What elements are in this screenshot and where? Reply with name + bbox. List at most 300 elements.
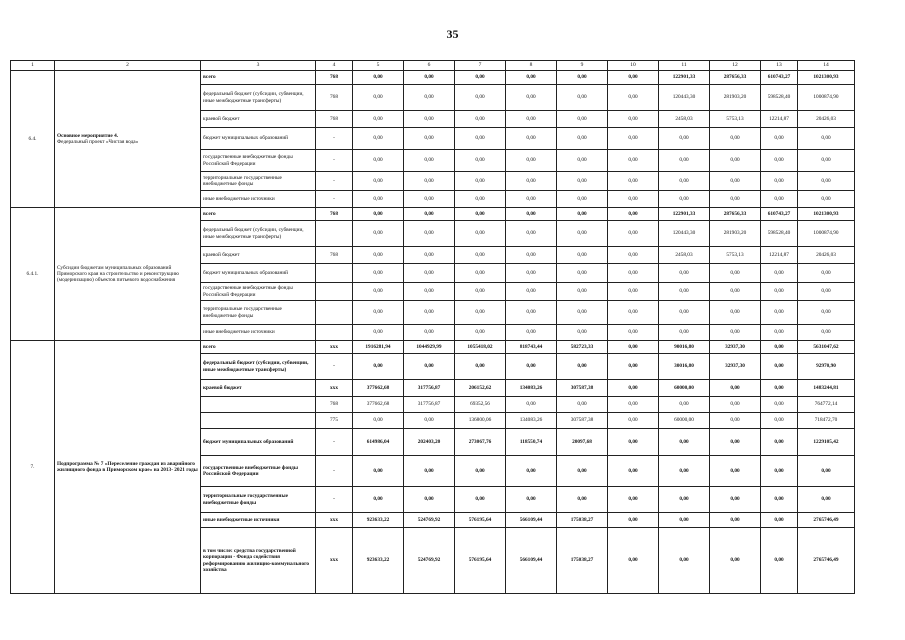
- amount-cell: 0,00: [404, 325, 455, 341]
- amount-cell: 120443,30: [659, 85, 710, 111]
- amount-cell: 30016,80: [659, 354, 710, 380]
- budget-code: -: [316, 429, 353, 456]
- funding-source: территориальные государственные внебюджетные фонды: [201, 301, 316, 325]
- table-body: [11, 71, 855, 594]
- amount-cell: 0,00: [557, 208, 608, 221]
- amount-cell: 0,00: [557, 456, 608, 487]
- amount-cell: 0,00: [353, 283, 404, 301]
- amount-cell: 0,00: [455, 172, 506, 191]
- budget-code: -: [316, 456, 353, 487]
- amount-cell: 0,00: [608, 191, 659, 208]
- budget-code: -: [316, 487, 353, 513]
- amount-cell: 0,00: [404, 172, 455, 191]
- amount-cell: 0,00: [710, 172, 761, 191]
- amount-cell: 0,00: [710, 429, 761, 456]
- amount-cell: 0,00: [557, 221, 608, 247]
- amount-cell: 0,00: [506, 456, 557, 487]
- budget-code: xxx: [316, 513, 353, 528]
- amount-cell: 0,00: [798, 150, 855, 172]
- amount-cell: 598528,40: [761, 221, 798, 247]
- amount-cell: 2765746,49: [798, 513, 855, 528]
- amount-cell: 0,00: [608, 208, 659, 221]
- funding-source: федеральный бюджет (субсидии, субвенции, иные межбюджетные трансферты): [201, 354, 316, 380]
- amount-cell: 0,00: [455, 325, 506, 341]
- item-title-rest: Федеральный проект «Чистая вода»: [57, 139, 139, 145]
- amount-cell: 0,00: [608, 111, 659, 128]
- amount-cell: 0,00: [798, 172, 855, 191]
- amount-cell: 0,00: [659, 128, 710, 150]
- amount-cell: 60000,00: [659, 380, 710, 397]
- amount-cell: 0,00: [761, 456, 798, 487]
- amount-cell: 281903,20: [710, 221, 761, 247]
- amount-cell: 0,00: [353, 354, 404, 380]
- amount-cell: 0,00: [761, 283, 798, 301]
- amount-cell: 0,00: [557, 283, 608, 301]
- amount-cell: 60000,00: [659, 413, 710, 429]
- amount-cell: 0,00: [404, 413, 455, 429]
- amount-cell: 0,00: [353, 128, 404, 150]
- page-number: 35: [446, 27, 459, 41]
- amount-cell: 0,00: [404, 150, 455, 172]
- amount-cell: 576195,64: [455, 513, 506, 528]
- item-title: [55, 71, 201, 208]
- amount-cell: 0,00: [455, 301, 506, 325]
- budget-code: [316, 325, 353, 341]
- amount-cell: 0,00: [608, 456, 659, 487]
- amount-cell: 0,00: [353, 247, 404, 264]
- column-number-header: 6: [404, 61, 455, 71]
- amount-cell: 2458,03: [659, 247, 710, 264]
- amount-cell: 610743,27: [761, 208, 798, 221]
- amount-cell: 281903,20: [710, 85, 761, 111]
- amount-cell: 0,00: [710, 487, 761, 513]
- amount-cell: 0,00: [659, 528, 710, 594]
- amount-cell: 0,00: [761, 354, 798, 380]
- amount-cell: 0,00: [557, 150, 608, 172]
- amount-cell: 136800,06: [455, 413, 506, 429]
- amount-cell: 2458,03: [659, 111, 710, 128]
- amount-cell: 598528,40: [761, 85, 798, 111]
- amount-cell: 0,00: [404, 264, 455, 283]
- amount-cell: 0,00: [659, 283, 710, 301]
- amount-cell: 0,00: [659, 150, 710, 172]
- amount-cell: 524769,92: [404, 513, 455, 528]
- amount-cell: 566109,44: [506, 513, 557, 528]
- amount-cell: 0,00: [455, 85, 506, 111]
- amount-cell: 0,00: [404, 301, 455, 325]
- amount-cell: 20097,68: [557, 429, 608, 456]
- funding-source: бюджет муниципальных образований: [201, 264, 316, 283]
- amount-cell: 0,00: [557, 264, 608, 283]
- amount-cell: 0,00: [608, 301, 659, 325]
- funding-source: [201, 413, 316, 429]
- column-number-header: 5: [353, 61, 404, 71]
- amount-cell: 0,00: [353, 111, 404, 128]
- amount-cell: 0,00: [404, 128, 455, 150]
- amount-cell: 0,00: [455, 264, 506, 283]
- amount-cell: 0,00: [798, 487, 855, 513]
- funding-source: иные внебюджетные источники: [201, 513, 316, 528]
- amount-cell: 0,00: [608, 513, 659, 528]
- amount-cell: 175038,27: [557, 528, 608, 594]
- amount-cell: 0,00: [353, 456, 404, 487]
- amount-cell: 20426,03: [798, 111, 855, 128]
- amount-cell: 0,00: [557, 397, 608, 413]
- column-number-row: [11, 61, 855, 71]
- amount-cell: 287656,33: [710, 71, 761, 85]
- amount-cell: 923633,22: [353, 528, 404, 594]
- amount-cell: 0,00: [761, 150, 798, 172]
- amount-cell: 287656,33: [710, 208, 761, 221]
- amount-cell: 0,00: [353, 325, 404, 341]
- budget-code: xxx: [316, 341, 353, 354]
- amount-cell: 122901,33: [659, 208, 710, 221]
- amount-cell: 0,00: [608, 172, 659, 191]
- amount-cell: 0,00: [557, 128, 608, 150]
- amount-cell: 0,00: [506, 354, 557, 380]
- amount-cell: 0,00: [761, 429, 798, 456]
- funding-source: краевой бюджет: [201, 111, 316, 128]
- funding-source: в том числе: средства государственной корпорации - Фонда содействия реформированию жилищно-коммунального хозяйства: [201, 528, 316, 594]
- amount-cell: 0,00: [404, 487, 455, 513]
- amount-cell: 923633,22: [353, 513, 404, 528]
- amount-cell: 1000874,90: [798, 85, 855, 111]
- amount-cell: 0,00: [353, 301, 404, 325]
- amount-cell: 0,00: [557, 172, 608, 191]
- amount-cell: 0,00: [659, 429, 710, 456]
- amount-cell: 0,00: [506, 325, 557, 341]
- amount-cell: 0,00: [353, 150, 404, 172]
- amount-cell: 12214,87: [761, 247, 798, 264]
- item-code: 7.: [11, 341, 55, 594]
- amount-cell: 0,00: [455, 247, 506, 264]
- amount-cell: 0,00: [455, 208, 506, 221]
- amount-cell: 0,00: [710, 397, 761, 413]
- amount-cell: 0,00: [608, 325, 659, 341]
- amount-cell: 0,00: [455, 456, 506, 487]
- amount-cell: 0,00: [506, 85, 557, 111]
- amount-cell: 0,00: [710, 191, 761, 208]
- amount-cell: 0,00: [659, 397, 710, 413]
- amount-cell: 0,00: [404, 221, 455, 247]
- column-number-header: 8: [506, 61, 557, 71]
- column-number-header: 11: [659, 61, 710, 71]
- amount-cell: 0,00: [506, 397, 557, 413]
- amount-cell: 0,00: [506, 264, 557, 283]
- amount-cell: 1044929,99: [404, 341, 455, 354]
- amount-cell: 0,00: [404, 283, 455, 301]
- item-code: 6.4.: [11, 71, 55, 208]
- amount-cell: 0,00: [608, 283, 659, 301]
- amount-cell: 0,00: [353, 264, 404, 283]
- budget-code: xxx: [316, 380, 353, 397]
- item-code: 6.4.1.: [11, 208, 55, 341]
- budget-table: [10, 60, 855, 594]
- amount-cell: 1055418,02: [455, 341, 506, 354]
- amount-cell: 134083,26: [506, 413, 557, 429]
- amount-cell: 0,00: [353, 71, 404, 85]
- column-number-header: 2: [55, 61, 201, 71]
- funding-source: государственные внебюджетные фонды Российской Федерации: [201, 283, 316, 301]
- amount-cell: 0,00: [608, 354, 659, 380]
- amount-cell: 32937,30: [710, 354, 761, 380]
- amount-cell: 818743,44: [506, 341, 557, 354]
- amount-cell: 0,00: [761, 380, 798, 397]
- table-row: [11, 71, 855, 85]
- funding-source: краевой бюджет: [201, 380, 316, 397]
- amount-cell: 273067,76: [455, 429, 506, 456]
- amount-cell: 0,00: [710, 325, 761, 341]
- amount-cell: 92970,90: [798, 354, 855, 380]
- column-number-header: 1: [11, 61, 55, 71]
- column-number-header: 12: [710, 61, 761, 71]
- amount-cell: 0,00: [557, 487, 608, 513]
- amount-cell: 0,00: [761, 487, 798, 513]
- column-number-header: 14: [798, 61, 855, 71]
- amount-cell: 0,00: [353, 413, 404, 429]
- amount-cell: 0,00: [798, 325, 855, 341]
- amount-cell: 0,00: [455, 128, 506, 150]
- amount-cell: 69352,56: [455, 397, 506, 413]
- amount-cell: 0,00: [353, 208, 404, 221]
- amount-cell: 614986,04: [353, 429, 404, 456]
- amount-cell: 0,00: [455, 354, 506, 380]
- amount-cell: 0,00: [557, 111, 608, 128]
- amount-cell: 120443,30: [659, 221, 710, 247]
- amount-cell: 0,00: [557, 325, 608, 341]
- amount-cell: 317756,87: [404, 397, 455, 413]
- amount-cell: 0,00: [761, 341, 798, 354]
- amount-cell: 0,00: [608, 71, 659, 85]
- amount-cell: 0,00: [761, 528, 798, 594]
- funding-source: краевой бюджет: [201, 247, 316, 264]
- funding-source: всего: [201, 71, 316, 85]
- amount-cell: 0,00: [710, 456, 761, 487]
- amount-cell: 202403,20: [404, 429, 455, 456]
- amount-cell: 32937,30: [710, 341, 761, 354]
- amount-cell: 576195,64: [455, 528, 506, 594]
- budget-code: -: [316, 150, 353, 172]
- amount-cell: 0,00: [353, 487, 404, 513]
- amount-cell: 0,00: [608, 221, 659, 247]
- amount-cell: 0,00: [353, 172, 404, 191]
- amount-cell: 1916281,94: [353, 341, 404, 354]
- amount-cell: 0,00: [455, 487, 506, 513]
- funding-source: бюджет муниципальных образований: [201, 128, 316, 150]
- amount-cell: 0,00: [506, 301, 557, 325]
- amount-cell: 0,00: [798, 191, 855, 208]
- table-row: [11, 341, 855, 354]
- amount-cell: 0,00: [506, 487, 557, 513]
- amount-cell: 0,00: [608, 429, 659, 456]
- amount-cell: 0,00: [353, 191, 404, 208]
- amount-cell: 1483244,81: [798, 380, 855, 397]
- amount-cell: 0,00: [455, 191, 506, 208]
- amount-cell: 0,00: [608, 85, 659, 111]
- column-number-header: 7: [455, 61, 506, 71]
- amount-cell: 0,00: [710, 528, 761, 594]
- amount-cell: 0,00: [608, 247, 659, 264]
- budget-code: -: [316, 172, 353, 191]
- amount-cell: 0,00: [761, 172, 798, 191]
- amount-cell: 0,00: [710, 380, 761, 397]
- item-title: Подпрограмма № 7 «Переселение граждан из аварийного жилищного фонда в Приморском крае» на 2013- 2021 годы: [55, 341, 201, 594]
- amount-cell: 0,00: [659, 487, 710, 513]
- amount-cell: 0,00: [798, 283, 855, 301]
- amount-cell: 610743,27: [761, 71, 798, 85]
- amount-cell: 12214,87: [761, 111, 798, 128]
- amount-cell: 0,00: [710, 264, 761, 283]
- budget-code: 768: [316, 208, 353, 221]
- amount-cell: 122901,33: [659, 71, 710, 85]
- amount-cell: 0,00: [659, 191, 710, 208]
- budget-code: 775: [316, 413, 353, 429]
- amount-cell: 0,00: [404, 85, 455, 111]
- amount-cell: 0,00: [557, 354, 608, 380]
- amount-cell: 307587,38: [557, 413, 608, 429]
- amount-cell: 134083,26: [506, 380, 557, 397]
- amount-cell: 0,00: [506, 247, 557, 264]
- amount-cell: 0,00: [557, 85, 608, 111]
- amount-cell: 0,00: [761, 325, 798, 341]
- amount-cell: 0,00: [353, 221, 404, 247]
- amount-cell: 0,00: [506, 208, 557, 221]
- item-title-bold: Основное мероприятие 4.: [57, 132, 119, 139]
- funding-source: территориальные государственные внебюджетные фонды: [201, 172, 316, 191]
- amount-cell: 2765746,49: [798, 528, 855, 594]
- funding-source: всего: [201, 341, 316, 354]
- amount-cell: 0,00: [710, 150, 761, 172]
- column-number-header: 13: [761, 61, 798, 71]
- amount-cell: 0,00: [506, 221, 557, 247]
- funding-source: государственные внебюджетные фонды Российской Федерации: [201, 456, 316, 487]
- budget-code: xxx: [316, 528, 353, 594]
- funding-source: [201, 397, 316, 413]
- funding-source: государственные внебюджетные фонды Российской Федерации: [201, 150, 316, 172]
- funding-source: всего: [201, 208, 316, 221]
- amount-cell: 0,00: [404, 456, 455, 487]
- funding-source: иные внебюджетные источники: [201, 191, 316, 208]
- amount-cell: 0,00: [506, 71, 557, 85]
- amount-cell: 0,00: [710, 283, 761, 301]
- funding-source: территориальные государственные внебюджетные фонды: [201, 487, 316, 513]
- budget-code: [316, 221, 353, 247]
- amount-cell: 0,00: [506, 150, 557, 172]
- amount-cell: 0,00: [404, 208, 455, 221]
- amount-cell: 0,00: [404, 247, 455, 264]
- amount-cell: 118550,74: [506, 429, 557, 456]
- column-number-header: 9: [557, 61, 608, 71]
- amount-cell: 0,00: [710, 413, 761, 429]
- amount-cell: 206152,62: [455, 380, 506, 397]
- amount-cell: 0,00: [659, 264, 710, 283]
- amount-cell: 0,00: [557, 71, 608, 85]
- amount-cell: 0,00: [761, 301, 798, 325]
- amount-cell: 0,00: [608, 528, 659, 594]
- amount-cell: 0,00: [557, 301, 608, 325]
- funding-source: федеральный бюджет (субсидии, субвенции, иные межбюджетные трансферты): [201, 221, 316, 247]
- funding-source: иные внебюджетные источники: [201, 325, 316, 341]
- amount-cell: 5753,13: [710, 247, 761, 264]
- amount-cell: 0,00: [608, 264, 659, 283]
- amount-cell: 0,00: [659, 301, 710, 325]
- amount-cell: 0,00: [455, 221, 506, 247]
- amount-cell: 764772,14: [798, 397, 855, 413]
- amount-cell: 0,00: [506, 283, 557, 301]
- amount-cell: 90016,80: [659, 341, 710, 354]
- budget-code: [316, 301, 353, 325]
- amount-cell: 0,00: [506, 191, 557, 208]
- amount-cell: 0,00: [710, 301, 761, 325]
- amount-cell: 5753,13: [710, 111, 761, 128]
- amount-cell: 307587,38: [557, 380, 608, 397]
- amount-cell: 0,00: [506, 111, 557, 128]
- amount-cell: 1021300,93: [798, 208, 855, 221]
- amount-cell: 0,00: [761, 264, 798, 283]
- table-row: [11, 208, 855, 221]
- amount-cell: 0,00: [761, 397, 798, 413]
- amount-cell: 0,00: [455, 150, 506, 172]
- amount-cell: 1000874,90: [798, 221, 855, 247]
- amount-cell: 0,00: [608, 380, 659, 397]
- budget-code: -: [316, 354, 353, 380]
- amount-cell: 0,00: [659, 325, 710, 341]
- amount-cell: 5631047,62: [798, 341, 855, 354]
- amount-cell: 0,00: [608, 150, 659, 172]
- amount-cell: 1229105,42: [798, 429, 855, 456]
- amount-cell: 175038,27: [557, 513, 608, 528]
- amount-cell: 0,00: [798, 264, 855, 283]
- budget-code: -: [316, 128, 353, 150]
- amount-cell: 0,00: [353, 85, 404, 111]
- budget-code: [316, 283, 353, 301]
- budget-code: 768: [316, 111, 353, 128]
- amount-cell: 0,00: [798, 301, 855, 325]
- amount-cell: 0,00: [455, 111, 506, 128]
- budget-code: [316, 264, 353, 283]
- funding-source: федеральный бюджет (субсидии, субвенции, иные межбюджетные трансферты): [201, 85, 316, 111]
- amount-cell: 0,00: [506, 172, 557, 191]
- amount-cell: 0,00: [659, 172, 710, 191]
- amount-cell: 0,00: [455, 71, 506, 85]
- amount-cell: 0,00: [761, 128, 798, 150]
- amount-cell: 0,00: [608, 487, 659, 513]
- amount-cell: 0,00: [557, 191, 608, 208]
- amount-cell: 0,00: [710, 513, 761, 528]
- budget-code: 768: [316, 397, 353, 413]
- funding-source: бюджет муниципальных образований: [201, 429, 316, 456]
- column-number-header: 3: [201, 61, 316, 71]
- column-number-header: 4: [316, 61, 353, 71]
- budget-code: 768: [316, 71, 353, 85]
- budget-code: -: [316, 191, 353, 208]
- amount-cell: 377662,68: [353, 380, 404, 397]
- amount-cell: 0,00: [404, 111, 455, 128]
- amount-cell: 0,00: [659, 456, 710, 487]
- amount-cell: 0,00: [798, 128, 855, 150]
- amount-cell: 566109,44: [506, 528, 557, 594]
- amount-cell: 317756,87: [404, 380, 455, 397]
- item-title: Субсидии бюджетам муниципальных образований Приморского края на строительство и реконструкцию (модернизацию) объектов питьевого водоснабжения: [55, 208, 201, 341]
- amount-cell: 0,00: [404, 354, 455, 380]
- amount-cell: 718472,70: [798, 413, 855, 429]
- amount-cell: 524769,92: [404, 528, 455, 594]
- amount-cell: 0,00: [761, 513, 798, 528]
- amount-cell: 0,00: [710, 128, 761, 150]
- amount-cell: 0,00: [404, 71, 455, 85]
- amount-cell: 0,00: [608, 413, 659, 429]
- amount-cell: 0,00: [659, 513, 710, 528]
